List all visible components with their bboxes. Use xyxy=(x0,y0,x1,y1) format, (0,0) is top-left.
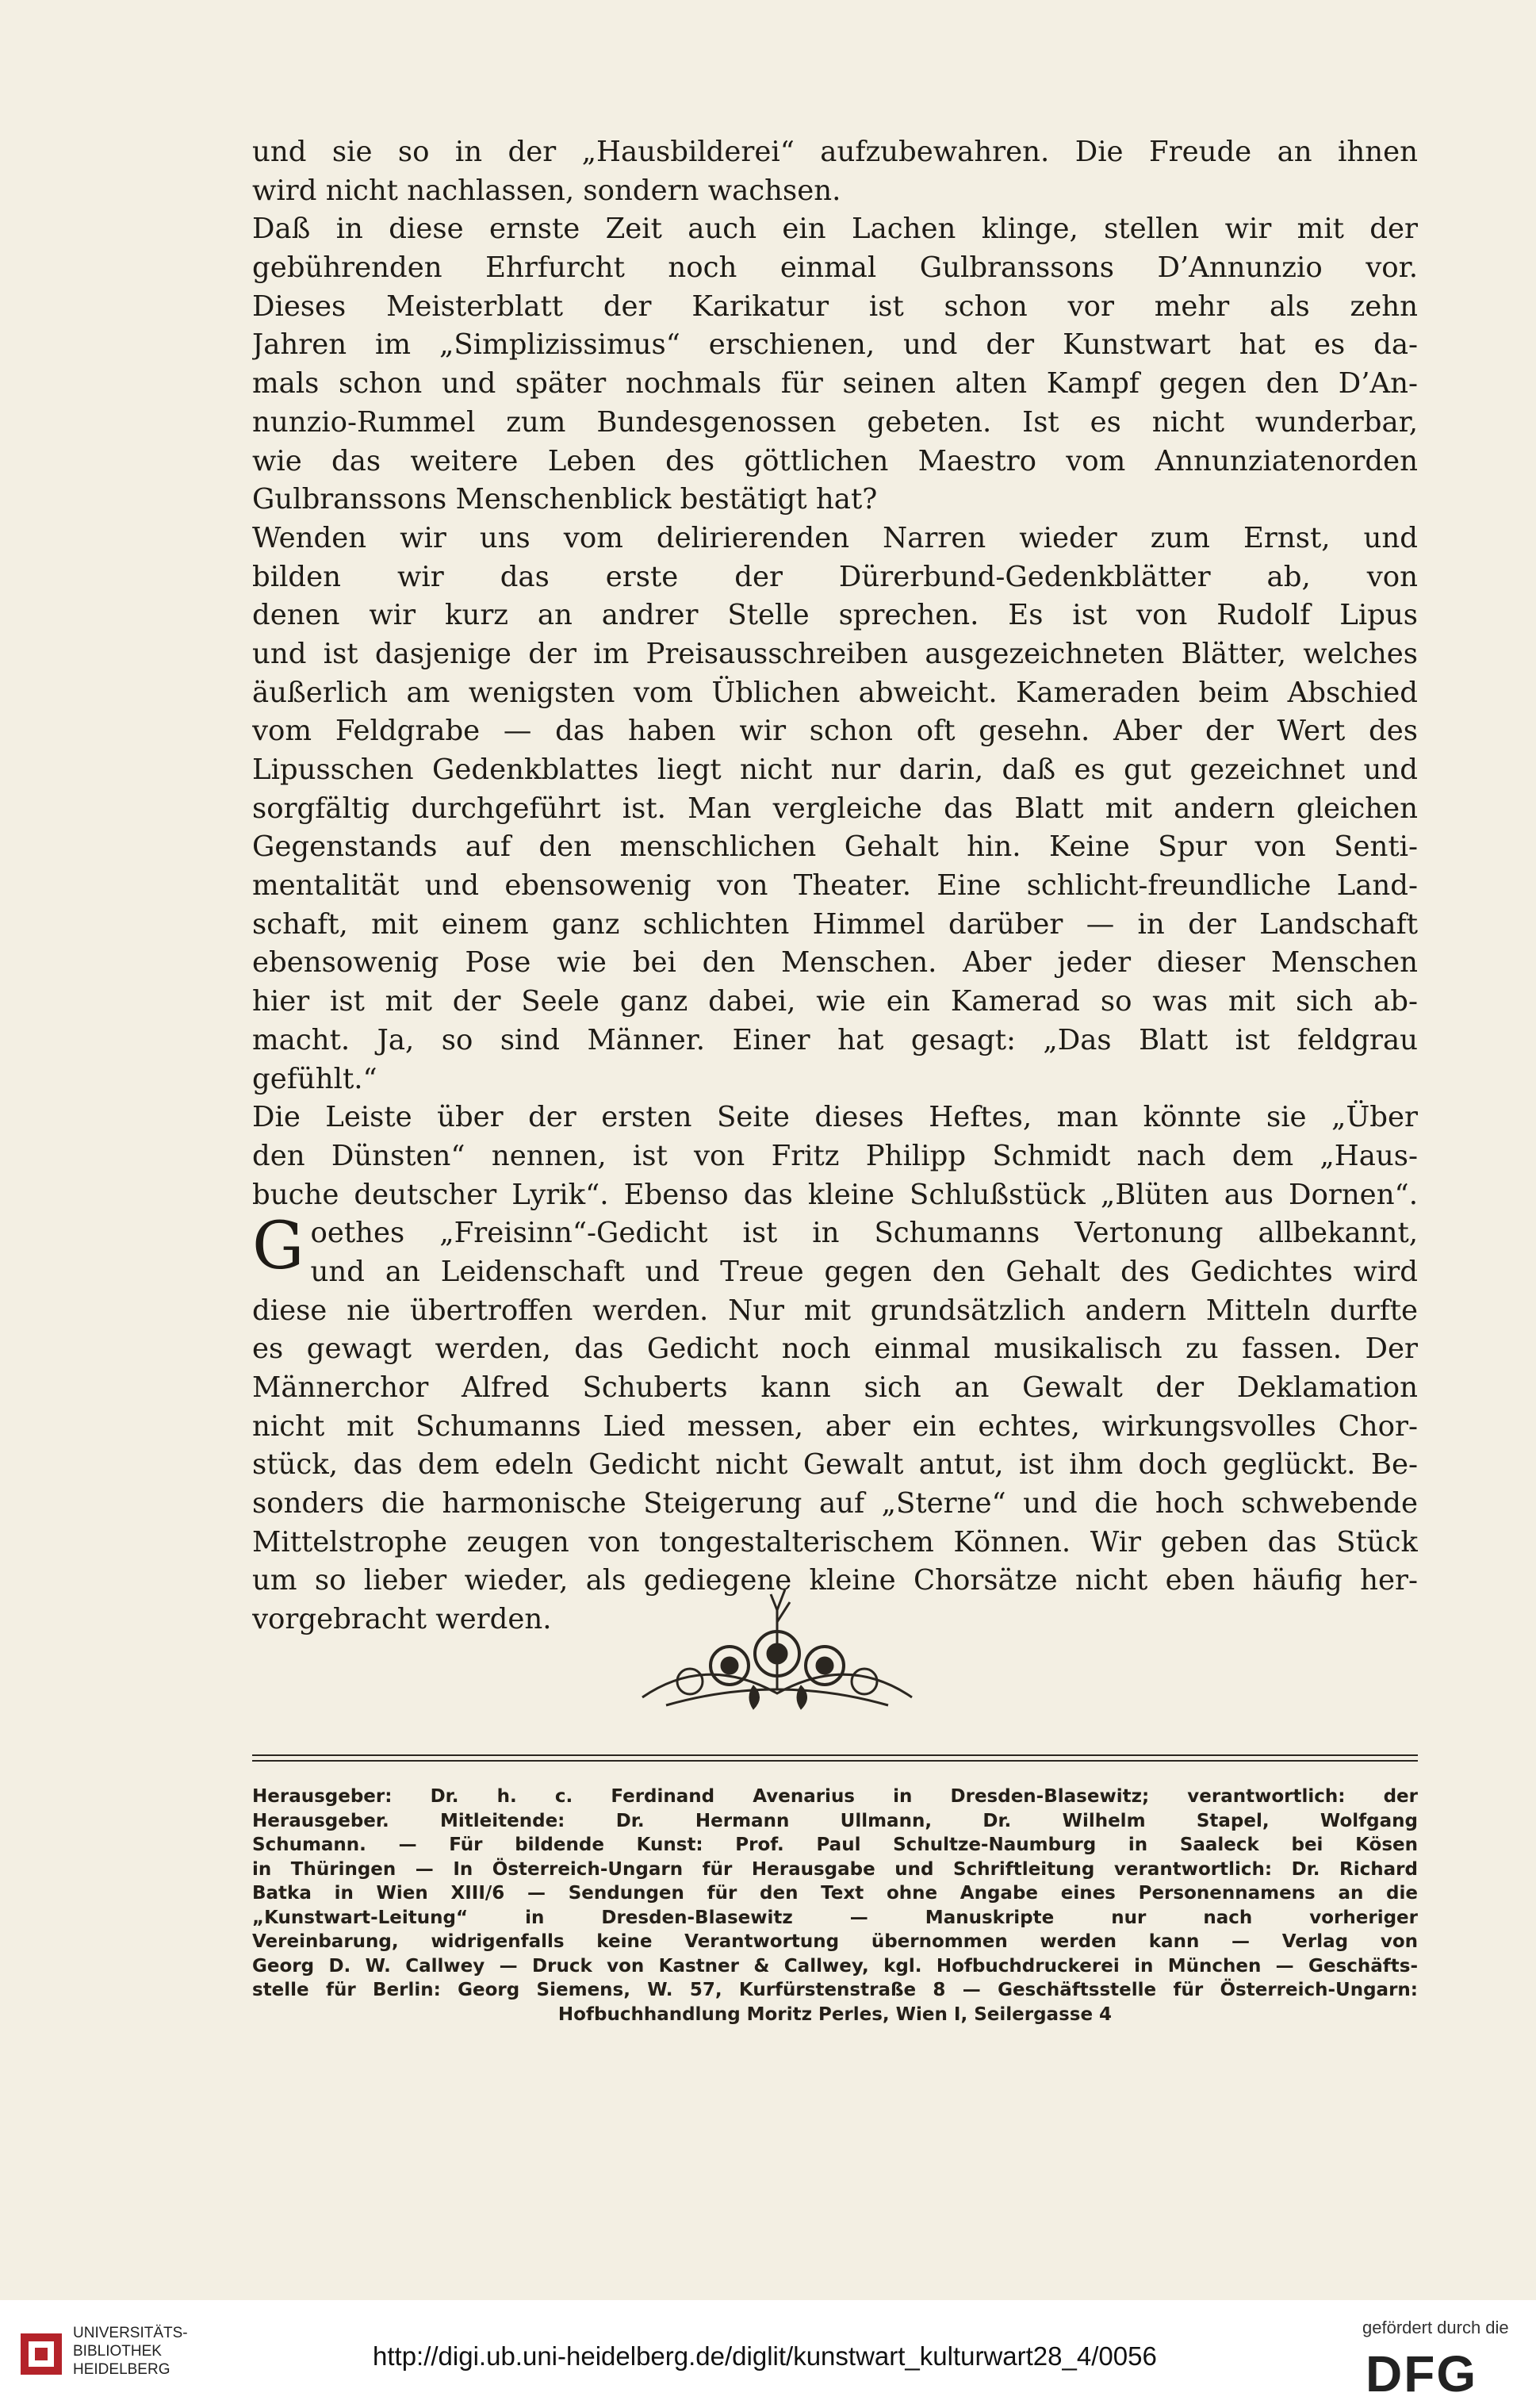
text-line: und an Leidenschaft und Treue gegen den Gehalt des Gedichtes wird xyxy=(310,1255,1418,1288)
permalink-url[interactable]: http://digi.ub.uni-heidelberg.de/diglit/kunstwart_kulturwart28_4/0056 xyxy=(373,2341,1157,2371)
text-line: und ist dasjenige der im Preisausschreiben ausgezeichneten Blätter, welches xyxy=(252,637,1418,670)
university-name-line: BIBLIOTHEK xyxy=(73,2343,162,2360)
text-line: Wenden wir uns vom delirierenden Narren wieder zum Ernst, und xyxy=(252,521,1418,554)
imprint-line: Herausgeber. Mitleitende: Dr. Hermann Ullmann, Dr. Wilhelm Stapel, Wolfgang xyxy=(252,1810,1418,1831)
text-line: stück, das dem edeln Gedicht nicht Gewalt antut, ist ihm doch geglückt. Be- xyxy=(252,1448,1418,1482)
text-line: denen wir kurz an andrer Stelle sprechen. Es ist von Rudolf Lipus xyxy=(252,599,1418,632)
text-line: Daß in diese ernste Zeit auch ein Lachen klinge, stellen wir mit der xyxy=(252,213,1418,246)
text-line: Gulbranssons Menschenblick bestätigt hat? xyxy=(252,483,878,516)
top-rule xyxy=(252,1754,1418,1756)
drop-cap: G xyxy=(252,1214,305,1285)
imprint-line: in Thüringen — In Österreich-Ungarn für Herausgabe und Schriftleitung verantwortlich: Dr. Richard xyxy=(252,1858,1418,1880)
imprint-line: Schumann. — Für bildende Kunst: Prof. Paul Schultze-Naumburg in Saaleck bei Kösen xyxy=(252,1835,1418,1855)
text-line: ebensowenig Pose wie bei den Menschen. Aber jeder dieser Menschen xyxy=(252,946,1418,980)
flower-vignette xyxy=(634,1578,920,1717)
text-line: oethes „Freisinn“-Gedicht ist in Schumanns Vertonung allbekannt, xyxy=(310,1217,1418,1250)
text-line: sorgfältig durchgeführt ist. Man vergleiche das Blatt mit andern gleichen xyxy=(252,792,1418,825)
text-line: um so lieber wieder, als gediegene kleine Chorsätze nicht eben häufig her- xyxy=(252,1564,1418,1597)
text-line: es gewagt werden, das Gedicht noch einmal musikalisch zu fassen. Der xyxy=(252,1332,1418,1366)
imprint-line: Georg D. W. Callwey — Druck von Kastner & Callwey, kgl. Hofbuchdruckerei in München — Geschäfts- xyxy=(252,1955,1418,1977)
top-rule-inner xyxy=(252,1760,1418,1762)
text-line: Jahren im „Simplizissimus“ erschienen, und der Kunstwart hat es da- xyxy=(252,328,1418,362)
article-body xyxy=(252,133,1418,1639)
university-name-line: UNIVERSITÄTS- xyxy=(73,2325,188,2341)
imprint-line: stelle für Berlin: Georg Siemens, W. 57, Kurfürstenstraße 8 — Geschäftsstelle für Österreich-Ungarn: xyxy=(252,1980,1418,2000)
text-line: gebührenden Ehrfurcht noch einmal Gulbranssons D’Annunzio vor. xyxy=(252,251,1418,285)
text-line: vom Feldgrabe — das haben wir schon oft gesehn. Aber der Wert des xyxy=(252,715,1418,748)
dfg-logo: DFG xyxy=(1366,2345,1478,2402)
text-line: Lipusschen Gedenkblattes liegt nicht nur darin, daß es gut gezeichnet und xyxy=(252,753,1418,786)
text-line: und sie so in der „Hausbilderei“ aufzubewahren. Die Freude an ihnen xyxy=(252,136,1418,168)
text-line: gefühlt.“ xyxy=(252,1062,377,1095)
text-line: schaft, mit einem ganz schlichten Himmel darüber — in der Landschaft xyxy=(252,907,1418,941)
text-line: mals schon und später nochmals für seinen alten Kampf gegen den D’An- xyxy=(252,367,1418,401)
dropcap-paragraph-start xyxy=(252,1214,1418,1291)
university-seal-icon xyxy=(17,2330,65,2378)
university-name-line: HEIDELBERG xyxy=(73,2361,170,2378)
text-line: Mittelstrophe zeugen von tongestalterischem Können. Wir geben das Stück xyxy=(252,1525,1418,1559)
university-name xyxy=(73,2324,188,2379)
text-line: wie das weitere Leben des göttlichen Maestro vom Annunziatenorden xyxy=(252,444,1418,477)
text-line: buche deutscher Lyrik“. Ebenso das kleine Schlußstück „Blüten aus Dornen“. xyxy=(252,1178,1418,1211)
text-line: sonders die harmonische Steigerung auf „Sterne“ und die hoch schwebende xyxy=(252,1487,1418,1520)
text-line: nunzio-Rummel zum Bundesgenossen gebeten. Ist es nicht wunderbar, xyxy=(252,405,1418,439)
imprint-line: Batka in Wien XIII/6 — Sendungen für den Text ohne Angabe eines Personennamens an die xyxy=(252,1883,1418,1904)
funding-credit: gefördert durch die xyxy=(1362,2318,1509,2337)
imprint-line: Hofbuchhandlung Moritz Perles, Wien I, Seilergasse 4 xyxy=(557,2003,1113,2025)
text-line: Gegenstands auf den menschlichen Gehalt hin. Keine Spur von Senti- xyxy=(252,830,1418,864)
text-line: vorgebracht werden. xyxy=(252,1603,552,1636)
text-line: äußerlich am wenigsten vom Üblichen abweicht. Kameraden beim Abschied xyxy=(252,676,1418,709)
publisher-imprint xyxy=(252,1785,1418,2026)
text-line: den Dünsten“ nennen, ist von Fritz Philipp Schmidt nach dem „Haus- xyxy=(252,1139,1418,1172)
text-line: Dieses Meisterblatt der Karikatur ist schon vor mehr als zehn xyxy=(252,289,1418,323)
imprint-line: „Kunstwart-Leitung“ in Dresden-Blasewitz — Manuskripte nur nach vorheriger xyxy=(252,1907,1418,1928)
text-line: macht. Ja, so sind Männer. Einer hat gesagt: „Das Blatt ist feldgrau xyxy=(252,1023,1418,1056)
text-line: wird nicht nachlassen, sondern wachsen. xyxy=(252,174,841,207)
text-line: hier ist mit der Seele ganz dabei, wie ein Kamerad so was mit sich ab- xyxy=(252,985,1418,1018)
text-line: Männerchor Alfred Schuberts kann sich an Gewalt der Deklamation xyxy=(252,1371,1418,1405)
imprint-line: Vereinbarung, widrigenfalls keine Verantwortung übernommen werden kann — Verlag von xyxy=(252,1931,1418,1952)
text-line: diese nie übertroffen werden. Nur mit grundsätzlich andern Mitteln durfte xyxy=(252,1294,1418,1327)
viewer-footer xyxy=(0,2300,1536,2408)
imprint-line: Herausgeber: Dr. h. c. Ferdinand Avenarius in Dresden-Blasewitz; verantwortlich: der xyxy=(252,1786,1418,1807)
text-line: nicht mit Schumanns Lied messen, aber ein echtes, wirkungsvolles Chor- xyxy=(252,1409,1418,1443)
text-line: Die Leiste über der ersten Seite dieses Heftes, man könnte sie „Über xyxy=(252,1101,1418,1134)
text-line: mentalität und ebensowenig von Theater. Eine schlicht-freundliche Land- xyxy=(252,869,1418,903)
text-line: bilden wir das erste der Dürerbund-Gedenkblätter ab, von xyxy=(252,560,1418,593)
